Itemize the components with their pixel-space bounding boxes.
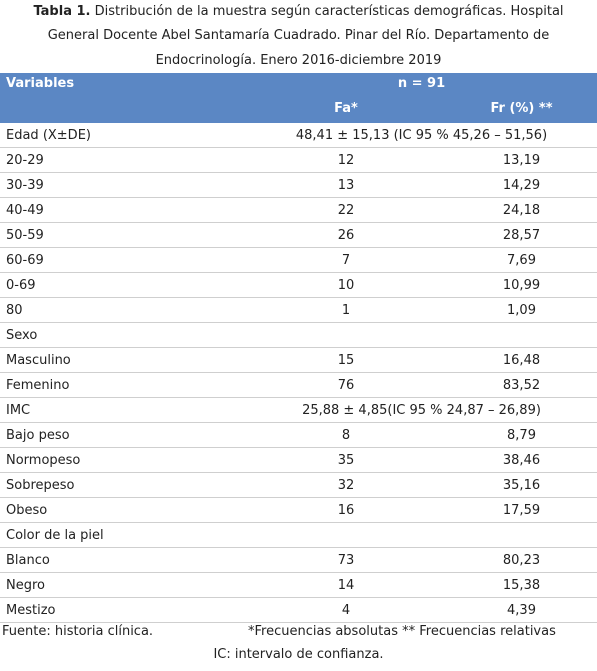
row-fa: 7 <box>246 248 446 273</box>
table-header <box>0 73 597 123</box>
header-empty <box>0 94 246 123</box>
row-label: 0-69 <box>0 273 246 298</box>
row-label: Masculino <box>0 348 246 373</box>
row-summary-stat: 48,41 ± 15,13 (IC 95 % 45,26 – 51,56) <box>246 123 597 148</box>
table-row <box>0 473 597 498</box>
row-label: Sobrepeso <box>0 473 246 498</box>
table-row <box>0 398 597 423</box>
row-fa: 14 <box>246 573 446 598</box>
row-fr: 1,09 <box>446 298 597 323</box>
group-row <box>0 323 597 348</box>
row-label: 80 <box>0 298 246 323</box>
row-label: IMC <box>0 398 246 423</box>
row-empty-cell <box>446 523 597 548</box>
table-footer <box>0 623 597 671</box>
table-row <box>0 423 597 448</box>
table-row <box>0 273 597 298</box>
header-variables: Variables <box>6 76 75 91</box>
row-fa: 32 <box>246 473 446 498</box>
row-label: Color de la piel <box>0 523 246 548</box>
row-label: 60-69 <box>0 248 246 273</box>
table-row <box>0 223 597 248</box>
row-fa: 8 <box>246 423 446 448</box>
table-row <box>0 298 597 323</box>
header-sample-size: n = 91 <box>397 76 446 91</box>
table-row <box>0 198 597 223</box>
caption-label: Tabla 1. <box>33 4 91 19</box>
row-fr: 4,39 <box>446 598 597 623</box>
table-row <box>0 248 597 273</box>
row-label: Femenino <box>0 373 246 398</box>
header-fa: Fa* <box>334 101 358 116</box>
row-fr: 8,79 <box>446 423 597 448</box>
footer-frequencies: *Frecuencias absolutas ** Frecuencias relativas <box>248 624 556 639</box>
row-fa: 16 <box>246 498 446 523</box>
row-empty-cell <box>446 323 597 348</box>
row-fa: 12 <box>246 148 446 173</box>
demographics-table <box>0 73 597 623</box>
caption-line-3: Endocrinología. Enero 2016-diciembre 2019 <box>155 52 442 68</box>
row-fa: 1 <box>246 298 446 323</box>
row-fr: 83,52 <box>446 373 597 398</box>
caption-title-part-1: Distribución de la muestra según características demográficas. Hospital <box>90 4 564 19</box>
row-label: Blanco <box>0 548 246 573</box>
row-fa: 4 <box>246 598 446 623</box>
footer-ic-note: IC: intervalo de confianza. <box>213 647 384 662</box>
table-row <box>0 573 597 598</box>
row-empty-cell <box>246 323 446 348</box>
caption-line-2: General Docente Abel Santamaría Cuadrado. Pinar del Río. Departamento de <box>47 28 550 44</box>
table-row <box>0 173 597 198</box>
row-label: Bajo peso <box>0 423 246 448</box>
row-fa: 73 <box>246 548 446 573</box>
header-fr: Fr (%) ** <box>490 101 553 116</box>
footer-source: Fuente: historia clínica. <box>2 624 154 639</box>
row-label: 20-29 <box>0 148 246 173</box>
row-fr: 16,48 <box>446 348 597 373</box>
row-fa: 26 <box>246 223 446 248</box>
row-fr: 17,59 <box>446 498 597 523</box>
table-row <box>0 123 597 148</box>
table-row <box>0 548 597 573</box>
header-row-2 <box>0 94 597 123</box>
row-fa: 76 <box>246 373 446 398</box>
row-fa: 10 <box>246 273 446 298</box>
table-row <box>0 498 597 523</box>
table-body <box>0 123 597 623</box>
row-empty-cell <box>246 523 446 548</box>
row-fr: 14,29 <box>446 173 597 198</box>
table-row <box>0 373 597 398</box>
row-fa: 35 <box>246 448 446 473</box>
header-row-1 <box>0 73 597 94</box>
row-label: Mestizo <box>0 598 246 623</box>
table-row <box>0 348 597 373</box>
group-row <box>0 523 597 548</box>
row-fr: 10,99 <box>446 273 597 298</box>
table-row <box>0 598 597 623</box>
row-fr: 80,23 <box>446 548 597 573</box>
row-fa: 22 <box>246 198 446 223</box>
row-fr: 15,38 <box>446 573 597 598</box>
row-label: Edad (X±DE) <box>0 123 246 148</box>
row-fr: 7,69 <box>446 248 597 273</box>
table-row <box>0 148 597 173</box>
row-fa: 13 <box>246 173 446 198</box>
row-fa: 15 <box>246 348 446 373</box>
row-fr: 28,57 <box>446 223 597 248</box>
row-label: 40-49 <box>0 198 246 223</box>
row-label: Negro <box>0 573 246 598</box>
table-row <box>0 448 597 473</box>
row-fr: 13,19 <box>446 148 597 173</box>
row-fr: 24,18 <box>446 198 597 223</box>
row-fr: 38,46 <box>446 448 597 473</box>
row-label: Obeso <box>0 498 246 523</box>
row-label: Sexo <box>0 323 246 348</box>
row-label: 50-59 <box>0 223 246 248</box>
row-summary-stat: 25,88 ± 4,85(IC 95 % 24,87 – 26,89) <box>246 398 597 423</box>
row-label: 30-39 <box>0 173 246 198</box>
row-label: Normopeso <box>0 448 246 473</box>
table-caption <box>0 0 597 73</box>
caption-line-1 <box>0 0 597 24</box>
row-fr: 35,16 <box>446 473 597 498</box>
